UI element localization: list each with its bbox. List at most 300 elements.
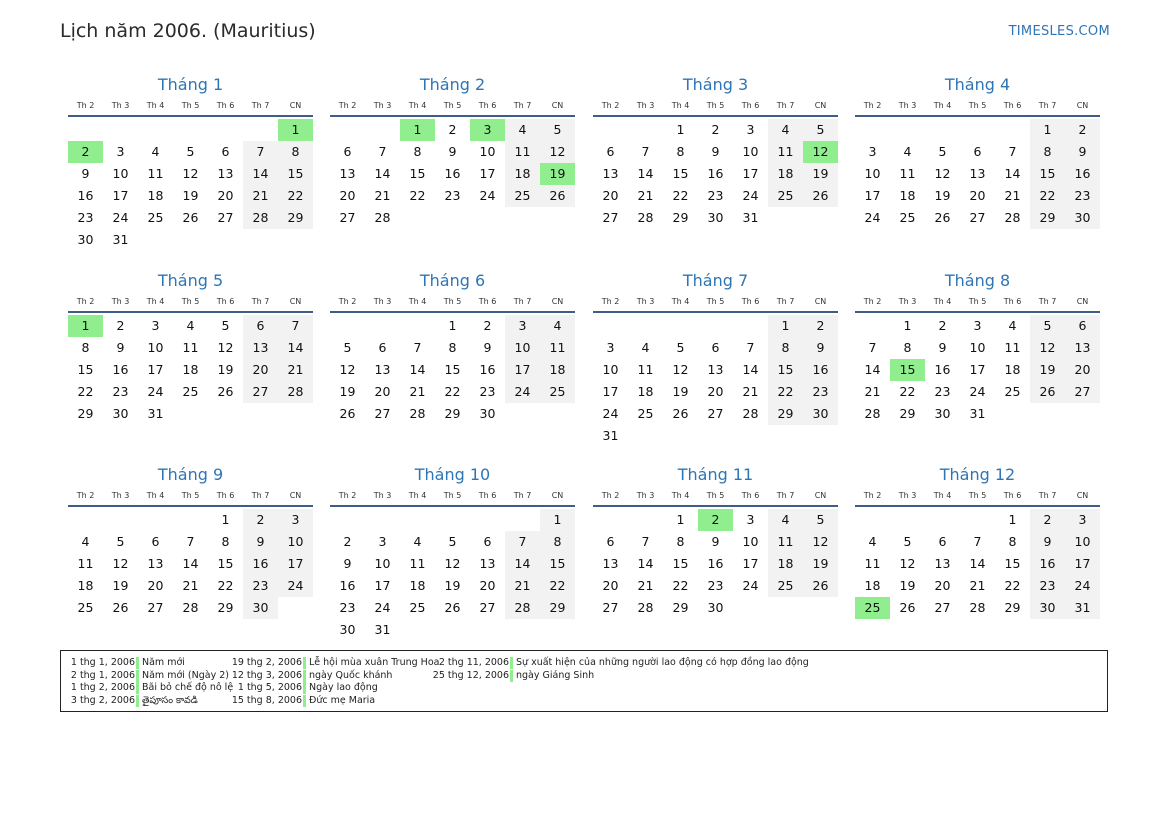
- day-cell: 3: [746, 512, 755, 527]
- holiday-day-cell: 19: [540, 163, 575, 185]
- holiday-day-cell: 3: [470, 119, 505, 141]
- day-cell: 28: [182, 600, 199, 615]
- day-cell: 13: [1065, 337, 1100, 359]
- month-name: Tháng 12: [939, 465, 1016, 484]
- day-cell: 4: [81, 534, 90, 549]
- empty-cell: [330, 119, 365, 141]
- empty-cell: [243, 119, 278, 141]
- header-rule: [593, 505, 838, 507]
- empty-cell: [470, 509, 505, 531]
- header-rule: [593, 115, 838, 117]
- holiday-date: 2 thg 1, 2006: [70, 669, 135, 681]
- day-cell: 28: [374, 210, 391, 225]
- empty-cell: [68, 509, 103, 531]
- day-cell: 21: [1004, 188, 1021, 203]
- day-cell: 11: [505, 141, 540, 163]
- day-cell: 2: [343, 534, 352, 549]
- day-cell: 10: [374, 556, 391, 571]
- empty-cell: [173, 119, 208, 141]
- day-cell: 20: [969, 188, 986, 203]
- day-cell: 23: [707, 188, 724, 203]
- day-cell: 19: [1030, 359, 1065, 381]
- day-cell: 13: [602, 166, 619, 181]
- day-cell: 5: [803, 509, 838, 531]
- day-cell: 18: [1004, 362, 1021, 377]
- day-cell: 26: [803, 575, 838, 597]
- day-cell: 26: [182, 210, 199, 225]
- day-cell: 15: [444, 362, 461, 377]
- day-cell: 14: [409, 362, 426, 377]
- day-cell: 23: [112, 384, 129, 399]
- day-cell: 9: [1030, 531, 1065, 553]
- day-cell: 3: [278, 509, 313, 531]
- day-cell: 16: [444, 166, 461, 181]
- day-cell: 23: [934, 384, 951, 399]
- day-cell: 11: [540, 337, 575, 359]
- day-cell: 11: [899, 166, 916, 181]
- day-cell: 23: [803, 381, 838, 403]
- day-cell: 14: [969, 556, 986, 571]
- weekday-label: CN: [289, 297, 302, 306]
- weekday-label: Th 3: [636, 101, 655, 110]
- weekday-label: Th 5: [181, 297, 200, 306]
- day-cell: 3: [606, 340, 615, 355]
- day-grid: [855, 119, 1100, 229]
- day-cell: 10: [112, 166, 129, 181]
- day-cell: 4: [768, 509, 803, 531]
- holiday-date: 12 thg 3, 2006: [231, 669, 302, 681]
- day-cell: 22: [672, 578, 689, 593]
- day-cell: 5: [343, 340, 352, 355]
- holiday-name: Sự xuất hiện của những người lao động có hợp đồng lao động: [516, 657, 809, 668]
- day-cell: 16: [934, 362, 951, 377]
- day-cell: 13: [147, 556, 164, 571]
- day-cell: 27: [374, 406, 391, 421]
- day-cell: 24: [374, 600, 391, 615]
- weekday-header: [593, 99, 838, 112]
- day-cell: 30: [479, 406, 496, 421]
- day-cell: 22: [672, 188, 689, 203]
- day-cell: 17: [147, 362, 164, 377]
- day-cell: 12: [217, 340, 234, 355]
- empty-cell: [208, 119, 243, 141]
- empty-cell: [890, 509, 925, 531]
- month-1: [68, 74, 313, 251]
- empty-cell: [960, 119, 995, 141]
- weekday-header: [330, 295, 575, 308]
- day-cell: 19: [934, 188, 951, 203]
- weekday-label: Th 4: [408, 297, 427, 306]
- day-cell: 23: [243, 575, 278, 597]
- day-cell: 30: [707, 210, 724, 225]
- day-cell: 3: [151, 318, 160, 333]
- holiday-marker: [136, 670, 139, 682]
- month-9: [68, 464, 313, 619]
- day-cell: 22: [540, 575, 575, 597]
- day-cell: 14: [278, 337, 313, 359]
- day-cell: 23: [707, 578, 724, 593]
- day-cell: 18: [77, 578, 94, 593]
- day-cell: 10: [1065, 531, 1100, 553]
- weekday-label: Th 2: [76, 491, 95, 500]
- holiday-day-cell: 1: [68, 315, 103, 337]
- day-cell: 20: [479, 578, 496, 593]
- day-cell: 26: [1030, 381, 1065, 403]
- day-cell: 24: [969, 384, 986, 399]
- empty-cell: [138, 119, 173, 141]
- day-cell: 15: [278, 163, 313, 185]
- weekday-label: Th 2: [338, 491, 357, 500]
- weekday-label: Th 4: [408, 491, 427, 500]
- holiday-date: 2 thg 11, 2006: [438, 657, 509, 668]
- weekday-header: [855, 99, 1100, 112]
- day-cell: 8: [768, 337, 803, 359]
- day-cell: 24: [112, 210, 129, 225]
- day-cell: 10: [602, 362, 619, 377]
- holiday-date: 1 thg 2, 2006: [70, 682, 135, 693]
- weekday-label: Th 7: [251, 297, 270, 306]
- day-cell: 10: [969, 340, 986, 355]
- day-cell: 26: [899, 600, 916, 615]
- day-cell: 20: [1065, 359, 1100, 381]
- weekday-label: Th 5: [443, 297, 462, 306]
- day-cell: 1: [540, 509, 575, 531]
- day-cell: 23: [444, 188, 461, 203]
- weekday-header: [855, 295, 1100, 308]
- day-cell: 21: [637, 188, 654, 203]
- weekday-label: Th 6: [1003, 297, 1022, 306]
- day-cell: 19: [112, 578, 129, 593]
- day-cell: 8: [903, 340, 912, 355]
- day-cell: 6: [221, 144, 230, 159]
- day-cell: 16: [1065, 163, 1100, 185]
- day-cell: 22: [899, 384, 916, 399]
- day-cell: 2: [448, 122, 457, 137]
- day-cell: 13: [374, 362, 391, 377]
- day-cell: 17: [742, 166, 759, 181]
- day-cell: 24: [147, 384, 164, 399]
- day-cell: 22: [768, 381, 803, 403]
- empty-cell: [435, 509, 470, 531]
- day-cell: 3: [746, 122, 755, 137]
- day-cell: 6: [711, 340, 720, 355]
- day-cell: 30: [243, 597, 278, 619]
- day-cell: 18: [768, 163, 803, 185]
- day-cell: 22: [77, 384, 94, 399]
- day-cell: 29: [899, 406, 916, 421]
- day-cell: 3: [868, 144, 877, 159]
- day-cell: 25: [77, 600, 94, 615]
- weekday-label: Th 4: [933, 297, 952, 306]
- day-cell: 6: [243, 315, 278, 337]
- month-12: [855, 464, 1100, 619]
- day-cell: 14: [1004, 166, 1021, 181]
- day-cell: 19: [899, 578, 916, 593]
- month-name: Tháng 3: [682, 75, 749, 94]
- day-cell: 15: [77, 362, 94, 377]
- header-rule: [855, 505, 1100, 507]
- day-cell: 18: [637, 384, 654, 399]
- day-cell: 15: [672, 166, 689, 181]
- day-cell: 6: [973, 144, 982, 159]
- day-cell: 26: [444, 600, 461, 615]
- weekday-label: CN: [551, 491, 564, 500]
- day-cell: 31: [1065, 597, 1100, 619]
- day-cell: 8: [221, 534, 230, 549]
- day-cell: 17: [864, 188, 881, 203]
- day-cell: 18: [409, 578, 426, 593]
- day-cell: 26: [339, 406, 356, 421]
- day-cell: 8: [413, 144, 422, 159]
- day-cell: 28: [278, 381, 313, 403]
- month-7: [593, 270, 838, 447]
- weekday-label: Th 5: [706, 101, 725, 110]
- day-cell: 21: [409, 384, 426, 399]
- day-cell: 1: [221, 512, 230, 527]
- weekday-label: CN: [814, 297, 827, 306]
- day-cell: 9: [116, 340, 125, 355]
- empty-cell: [628, 119, 663, 141]
- day-cell: 13: [707, 362, 724, 377]
- holiday-marker: [303, 657, 306, 669]
- holiday-marker: [510, 657, 513, 669]
- empty-cell: [400, 509, 435, 531]
- day-cell: 29: [672, 600, 689, 615]
- holiday-name: తైపూసం కావడి: [142, 694, 198, 706]
- day-cell: 7: [278, 315, 313, 337]
- weekday-label: Th 7: [776, 491, 795, 500]
- day-cell: 20: [243, 359, 278, 381]
- day-cell: 13: [969, 166, 986, 181]
- holiday-date: 1 thg 1, 2006: [70, 657, 135, 668]
- day-cell: 15: [409, 166, 426, 181]
- day-cell: 11: [147, 166, 164, 181]
- day-cell: 23: [339, 600, 356, 615]
- day-cell: 29: [672, 210, 689, 225]
- weekday-label: CN: [1076, 101, 1089, 110]
- day-cell: 11: [1004, 340, 1021, 355]
- day-cell: 4: [768, 119, 803, 141]
- day-cell: 30: [803, 403, 838, 425]
- day-cell: 20: [934, 578, 951, 593]
- day-cell: 30: [707, 600, 724, 615]
- day-cell: 24: [602, 406, 619, 421]
- day-cell: 14: [742, 362, 759, 377]
- day-cell: 11: [182, 340, 199, 355]
- day-cell: 22: [1030, 185, 1065, 207]
- holiday-date: 15 thg 8, 2006: [231, 694, 302, 706]
- day-cell: 17: [969, 362, 986, 377]
- month-name: Tháng 4: [944, 75, 1011, 94]
- day-cell: 29: [1004, 600, 1021, 615]
- header-rule: [68, 505, 313, 507]
- day-cell: 11: [864, 556, 881, 571]
- day-cell: 25: [768, 185, 803, 207]
- weekday-label: Th 4: [671, 491, 690, 500]
- weekday-label: Th 2: [863, 491, 882, 500]
- day-cell: 3: [116, 144, 125, 159]
- day-cell: 7: [186, 534, 195, 549]
- weekday-label: Th 4: [933, 491, 952, 500]
- day-cell: 16: [339, 578, 356, 593]
- day-cell: 23: [77, 210, 94, 225]
- weekday-label: Th 6: [216, 101, 235, 110]
- weekday-label: Th 4: [146, 491, 165, 500]
- day-cell: 6: [606, 144, 615, 159]
- day-cell: 7: [243, 141, 278, 163]
- day-grid: [330, 315, 575, 425]
- day-cell: 6: [378, 340, 387, 355]
- day-cell: 24: [479, 188, 496, 203]
- day-cell: 2: [243, 509, 278, 531]
- day-cell: 1: [768, 315, 803, 337]
- weekday-label: Th 2: [76, 101, 95, 110]
- day-grid: [330, 509, 575, 641]
- day-cell: 18: [147, 188, 164, 203]
- weekday-label: Th 4: [671, 101, 690, 110]
- weekday-label: Th 5: [181, 491, 200, 500]
- day-cell: 13: [479, 556, 496, 571]
- holiday-marker: [136, 657, 139, 669]
- month-6: [330, 270, 575, 425]
- empty-cell: [855, 509, 890, 531]
- weekday-label: Th 2: [76, 297, 95, 306]
- day-cell: 16: [112, 362, 129, 377]
- day-cell: 18: [899, 188, 916, 203]
- day-cell: 14: [505, 553, 540, 575]
- month-name: Tháng 5: [157, 271, 224, 290]
- holiday-legend: [60, 650, 1108, 712]
- day-cell: 16: [1030, 553, 1065, 575]
- day-cell: 27: [707, 406, 724, 421]
- day-cell: 13: [243, 337, 278, 359]
- weekday-label: Th 2: [338, 297, 357, 306]
- day-cell: 6: [938, 534, 947, 549]
- day-cell: 30: [77, 232, 94, 247]
- day-cell: 27: [602, 210, 619, 225]
- day-grid: [593, 509, 838, 619]
- day-cell: 20: [374, 384, 391, 399]
- day-cell: 27: [147, 600, 164, 615]
- page-title: Lịch năm 2006. (Mauritius): [60, 20, 316, 42]
- holiday-day-cell: 2: [698, 509, 733, 531]
- weekday-label: Th 3: [898, 491, 917, 500]
- empty-cell: [890, 119, 925, 141]
- brand-link[interactable]: TIMESLES.COM: [1008, 24, 1110, 39]
- day-cell: 16: [707, 556, 724, 571]
- day-cell: 19: [217, 362, 234, 377]
- day-cell: 1: [1008, 512, 1017, 527]
- weekday-label: Th 7: [251, 491, 270, 500]
- day-cell: 2: [711, 122, 720, 137]
- day-cell: 17: [505, 359, 540, 381]
- holiday-day-cell: 1: [278, 119, 313, 141]
- day-cell: 28: [864, 406, 881, 421]
- day-cell: 7: [641, 534, 650, 549]
- header-rule: [593, 311, 838, 313]
- day-cell: 7: [973, 534, 982, 549]
- day-cell: 26: [803, 185, 838, 207]
- weekday-label: Th 4: [146, 101, 165, 110]
- day-cell: 16: [77, 188, 94, 203]
- holiday-day-cell: 1: [400, 119, 435, 141]
- day-cell: 15: [217, 556, 234, 571]
- holiday-date: 1 thg 5, 2006: [237, 682, 302, 693]
- weekday-label: Th 3: [111, 101, 130, 110]
- holiday-name: Lễ hội mùa xuân Trung Hoa: [309, 657, 440, 668]
- day-cell: 10: [147, 340, 164, 355]
- day-cell: 14: [243, 163, 278, 185]
- day-cell: 21: [969, 578, 986, 593]
- holiday-name: Bãi bỏ chế độ nô lệ: [142, 682, 234, 693]
- empty-cell: [995, 119, 1030, 141]
- weekday-label: Th 5: [443, 491, 462, 500]
- empty-cell: [505, 509, 540, 531]
- holiday-day-cell: 12: [803, 141, 838, 163]
- day-cell: 28: [409, 406, 426, 421]
- weekday-label: Th 2: [601, 101, 620, 110]
- day-cell: 29: [444, 406, 461, 421]
- day-cell: 19: [339, 384, 356, 399]
- day-cell: 13: [934, 556, 951, 571]
- day-cell: 26: [672, 406, 689, 421]
- day-cell: 18: [864, 578, 881, 593]
- day-cell: 31: [112, 232, 129, 247]
- day-cell: 24: [1065, 575, 1100, 597]
- day-cell: 1: [1030, 119, 1065, 141]
- day-cell: 4: [868, 534, 877, 549]
- day-cell: 13: [339, 166, 356, 181]
- day-cell: 17: [479, 166, 496, 181]
- weekday-label: Th 3: [898, 297, 917, 306]
- day-cell: 29: [217, 600, 234, 615]
- day-cell: 31: [969, 406, 986, 421]
- day-cell: 29: [278, 207, 313, 229]
- day-cell: 1: [448, 318, 457, 333]
- weekday-label: Th 5: [443, 101, 462, 110]
- day-cell: 9: [938, 340, 947, 355]
- weekday-label: Th 5: [968, 491, 987, 500]
- day-cell: 26: [112, 600, 129, 615]
- weekday-header: [855, 489, 1100, 502]
- weekday-label: CN: [814, 491, 827, 500]
- day-cell: 20: [602, 188, 619, 203]
- day-cell: 11: [768, 141, 803, 163]
- weekday-label: Th 3: [111, 297, 130, 306]
- day-cell: 31: [374, 622, 391, 637]
- day-cell: 8: [676, 144, 685, 159]
- month-name: Tháng 11: [677, 465, 754, 484]
- day-cell: 23: [1030, 575, 1065, 597]
- weekday-label: Th 4: [933, 101, 952, 110]
- header-rule: [68, 311, 313, 313]
- day-cell: 24: [864, 210, 881, 225]
- month-name: Tháng 1: [157, 75, 224, 94]
- day-cell: 31: [147, 406, 164, 421]
- day-cell: 16: [243, 553, 278, 575]
- month-11: [593, 464, 838, 619]
- weekday-label: Th 3: [636, 297, 655, 306]
- day-cell: 18: [540, 359, 575, 381]
- day-grid: [855, 315, 1100, 425]
- empty-cell: [593, 509, 628, 531]
- day-cell: 6: [606, 534, 615, 549]
- day-cell: 14: [637, 166, 654, 181]
- day-cell: 14: [374, 166, 391, 181]
- day-cell: 16: [803, 359, 838, 381]
- empty-cell: [855, 119, 890, 141]
- month-name: Tháng 9: [157, 465, 224, 484]
